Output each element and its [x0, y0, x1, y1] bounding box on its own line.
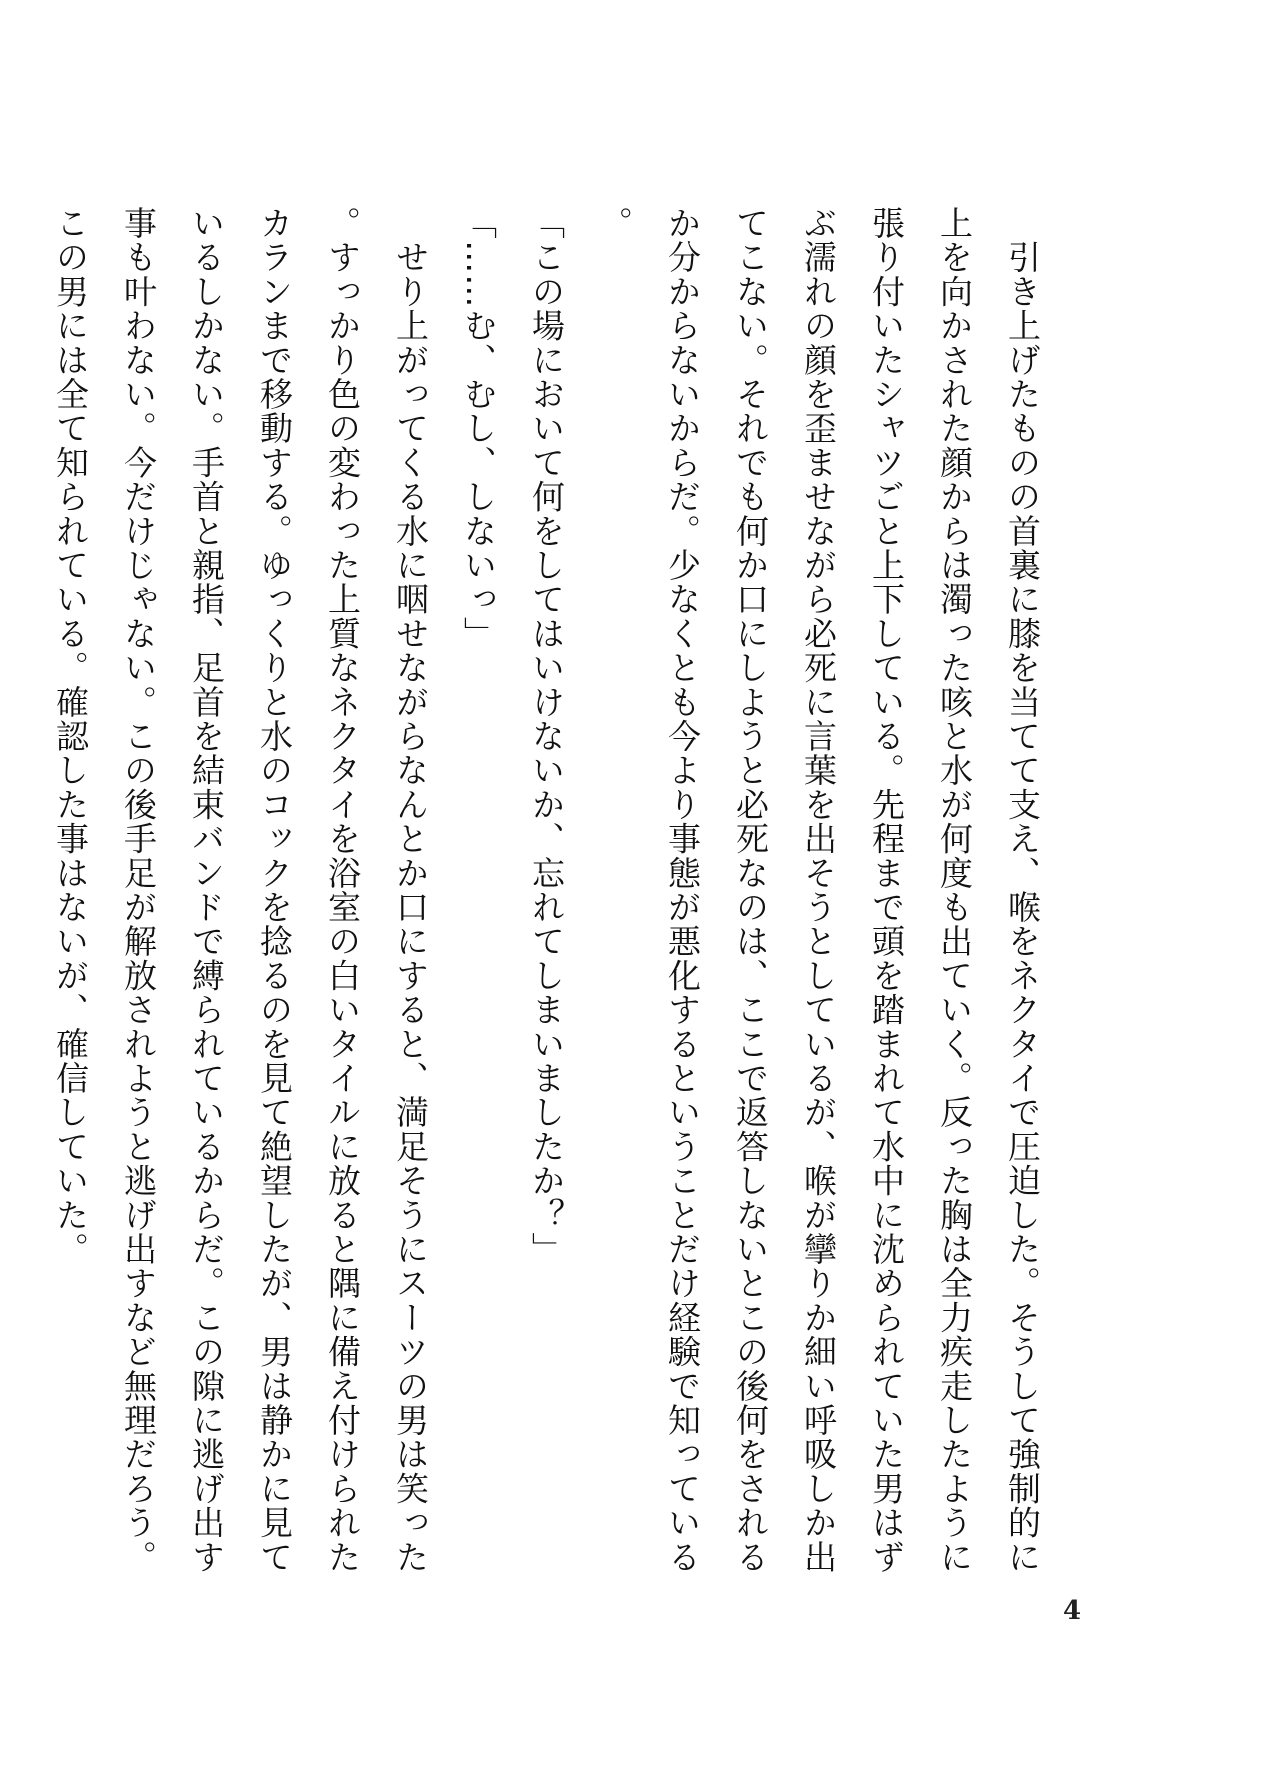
paragraph-3-dialogue: 「……む、むし、しないっ」	[459, 206, 498, 651]
paragraph-4: せり上がってくる水に咽せながらなんとか口にすると、満足そうにスーツの男は笑った。すっかり色の変わった上質なネクタイを浴室の白いタイルに放ると隅に備え付けられたカランまで移動する。ゆっくりと水のコックを捻るのを見て絶望したが、男は静かに見ているしかない。手首と親指、足首を結束バンドで縛られているからだ。この隙に逃げ出す事も叶わない。今だけじゃない。この後手足が解放されようと逃げ出すなど無理だろう。この男には全て知られている。確認した事はないが、確信していた。	[51, 206, 430, 1574]
paragraph-2-dialogue: 「この場において何をしてはいけないか、忘れてしまいましたか？」	[527, 206, 566, 1267]
paragraph-1: 引き上げたものの首裏に膝を当てて支え、喉をネクタイで圧迫した。そうして強制的に上を向かされた顔からは濁った咳と水が何度も出ていく。反った胸は全力疾走したように張り付いたシャツごと上下している。先程まで頭を踏まれて水中に沈められていた男はずぶ濡れの顔を歪ませながら必死に言葉を出そうとしているが、喉が攣りか細い呼吸しか出てこない。それでも何か口にしようと必死なのは、ここで返答しないとこの後何をされるか分からないからだ。少なくとも今より事態が悪化するということだけ経験で知っている。	[595, 206, 1042, 1574]
vertical-text-body	[36, 206, 1056, 1606]
page-number: 4	[1062, 1596, 1082, 1626]
